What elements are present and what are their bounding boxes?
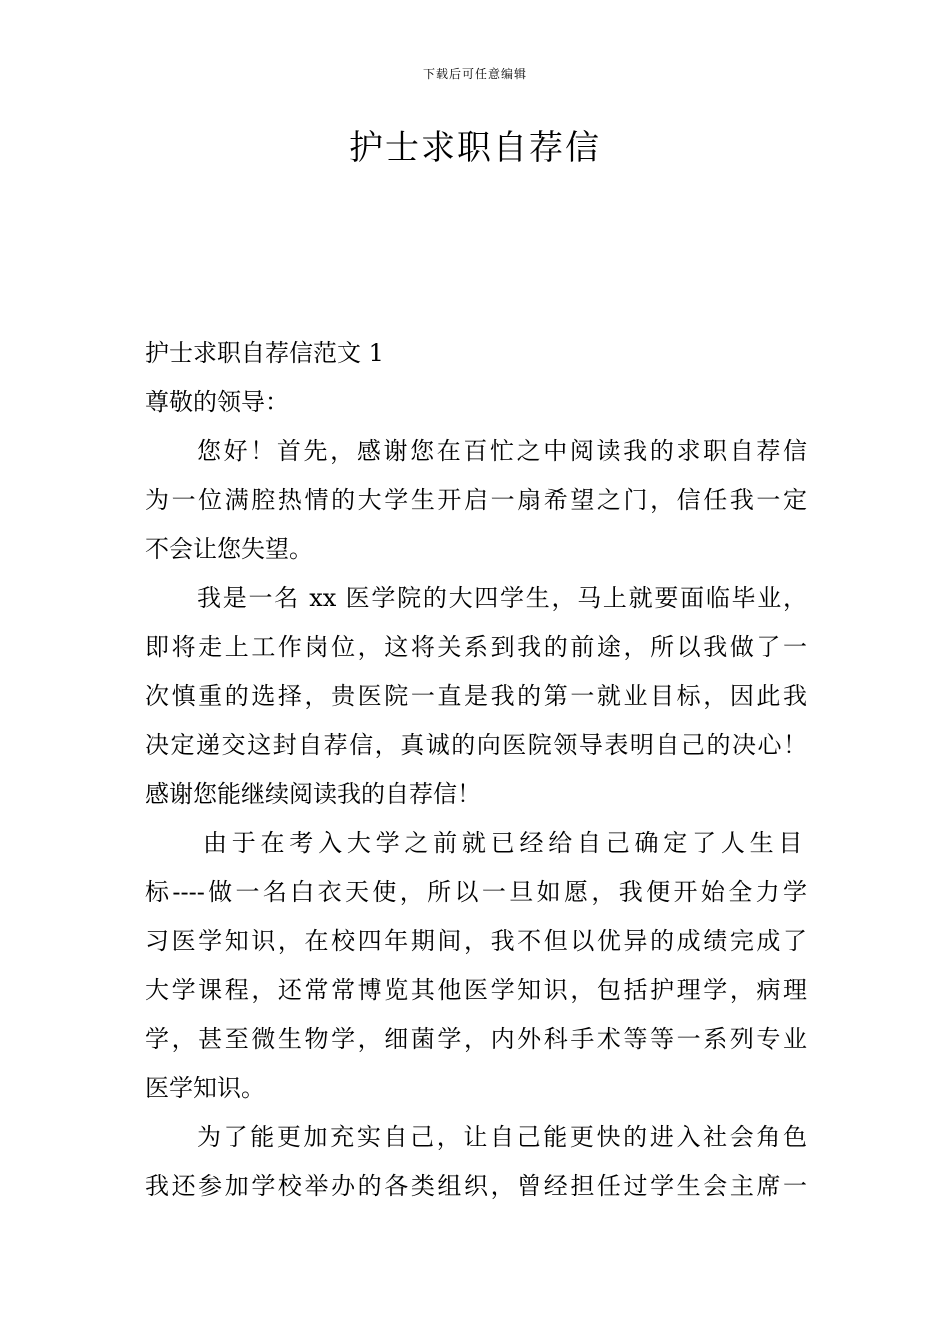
paragraph-line: 习医学知识，在校四年期间，我不但以优异的成绩完成了	[145, 927, 807, 955]
paragraph-line: 学，甚至微生物学，细菌学，内外科手术等等一系列专业	[145, 1025, 807, 1053]
section-heading: 护士求职自荐信范文 1	[145, 339, 384, 367]
document-title: 护士求职自荐信	[349, 128, 601, 168]
paragraph-line: 医学知识。	[145, 1074, 265, 1102]
document-body	[145, 329, 807, 1211]
paragraph-line: 不会让您失望。	[145, 535, 313, 563]
paragraph-line: 我还参加学校举办的各类组织，曾经担任过学生会主席一	[145, 1172, 807, 1200]
salutation: 尊敬的领导：	[145, 388, 289, 416]
paragraph-line: 次慎重的选择，贵医院一直是我的第一就业目标，因此我	[145, 682, 807, 710]
paragraph-line: 我是一名 xx 医学院的大四学生，马上就要面临毕业，	[197, 584, 807, 612]
paragraph-line: 为一位满腔热情的大学生开启一扇希望之门，信任我一定	[145, 486, 807, 514]
paragraph-greeting	[145, 427, 807, 574]
paragraph-line: 感谢您能继续阅读我的自荐信！	[145, 780, 481, 808]
paragraph-line: 为了能更加充实自己，让自己能更快的进入社会角色	[197, 1123, 807, 1151]
paragraph-line: 标----做一名白衣天使，所以一旦如愿，我便开始全力学	[145, 878, 807, 906]
paragraph-line: 决定递交这封自荐信，真诚的向医院领导表明自己的决心！	[145, 731, 807, 759]
paragraph-introduction	[145, 574, 807, 819]
paragraph-line: 由于在考入大学之前就已经给自己确定了人生目	[203, 829, 807, 857]
header-note: 下载后可任意编辑	[422, 67, 527, 81]
paragraph-line: 您好！首先，感谢您在百忙之中阅读我的求职自荐信	[197, 437, 807, 465]
paragraph-line: 大学课程，还常常博览其他医学知识，包括护理学，病理	[145, 976, 807, 1004]
paragraph-activities	[145, 1113, 807, 1211]
paragraph-education	[145, 819, 807, 1113]
paragraph-line: 即将走上工作岗位，这将关系到我的前途，所以我做了一	[145, 633, 807, 661]
